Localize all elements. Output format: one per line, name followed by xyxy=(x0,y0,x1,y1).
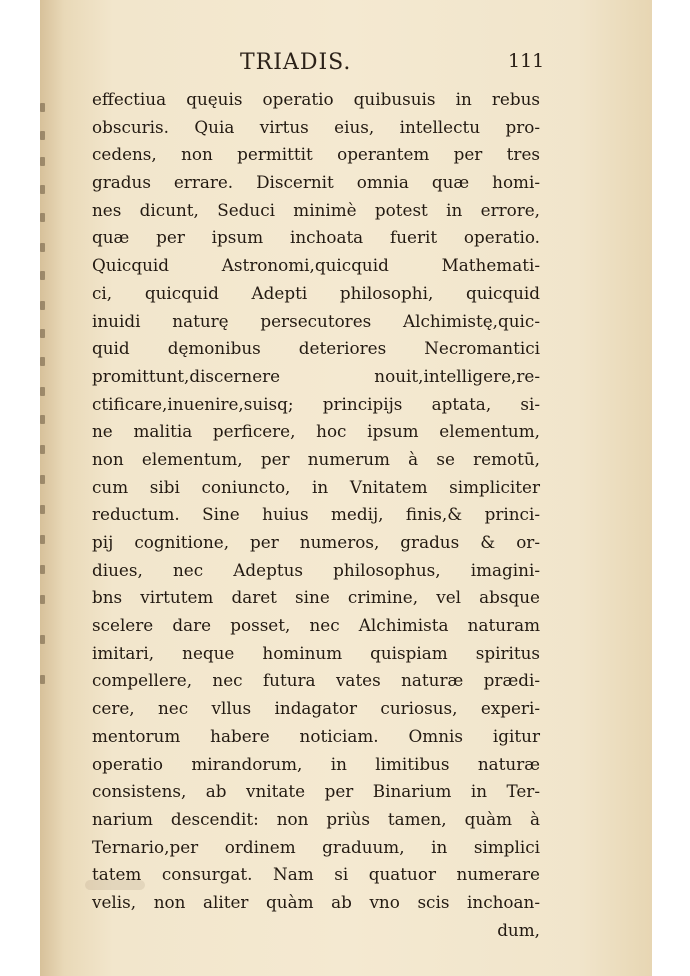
text-line: quid dęmonibus deteriores Necromantici xyxy=(92,338,540,359)
running-head: TRIADIS. xyxy=(240,50,352,75)
text-line: cere, nec vllus indagator curiosus, experi- xyxy=(92,698,540,719)
text-line: promittunt,discernere nouit,intelligere,re- xyxy=(92,365,540,386)
text-line: effectiua quęuis operatio quibusuis in rebus xyxy=(92,89,540,109)
text-line: consistens, ab vnitate per Binarium in Ter- xyxy=(92,781,540,802)
text-line: obscuris. Quia virtus eius, intellectu pro- xyxy=(92,116,540,137)
text-line: imitari, neque hominum quispiam spiritus xyxy=(92,642,540,663)
text-line: narium descendit: non priùs tamen, quàm à xyxy=(92,808,540,829)
text-line: quæ per ipsum inchoata fuerit operatio. xyxy=(92,227,540,248)
ink-smudge xyxy=(85,880,145,890)
body-text xyxy=(92,86,540,944)
gutter-binding-marks xyxy=(40,95,48,755)
text-line: mentorum habere noticiam. Omnis igitur xyxy=(92,725,540,746)
text-line: gradus errare. Discernit omnia quæ homi- xyxy=(92,172,540,193)
text-line: cedens, non permittit operantem per tres xyxy=(92,144,540,165)
text-line: cum sibi coniuncto, in Vnitatem simpliciter xyxy=(92,476,540,497)
text-line: ne malitia perficere, hoc ipsum elementum, xyxy=(92,421,540,442)
catchword: dum, xyxy=(497,919,540,940)
text-line: nes dicunt, Seduci minimè potest in errore, xyxy=(92,199,540,220)
text-line: velis, non aliter quàm ab vno scis inchoan- xyxy=(92,891,540,912)
text-line: diues, nec Adeptus philosophus, imagini- xyxy=(92,559,540,580)
text-line: pij cognitione, per numeros, gradus & or- xyxy=(92,532,540,552)
text-line: scelere dare posset, nec Alchimista naturam xyxy=(92,615,540,636)
text-line: ci, quicquid Adepti philosophi, quicquid xyxy=(92,282,540,303)
text-line: compellere, nec futura vates naturæ prædi- xyxy=(92,670,540,691)
text-line: ctificare,inuenire,suisq; principijs aptata, si- xyxy=(92,393,540,414)
text-line: Ternario,per ordinem graduum, in simplici xyxy=(92,836,540,857)
page-number: 111 xyxy=(508,50,545,72)
text-line: bns virtutem daret sine crimine, vel absque xyxy=(92,587,540,608)
text-line: inuidi naturę persecutores Alchimistę,quic- xyxy=(92,310,540,331)
text-line: non elementum, per numerum à se remotū, xyxy=(92,448,540,469)
text-line: tatem consurgat. Nam si quatuor numerare xyxy=(92,864,540,885)
text-line: Quicquid Astronomi,quicquid Mathemati- xyxy=(92,255,540,276)
text-line: reductum. Sine huius medij, finis,& princi- xyxy=(92,504,540,525)
text-line: operatio mirandorum, in limitibus naturæ xyxy=(92,753,540,774)
